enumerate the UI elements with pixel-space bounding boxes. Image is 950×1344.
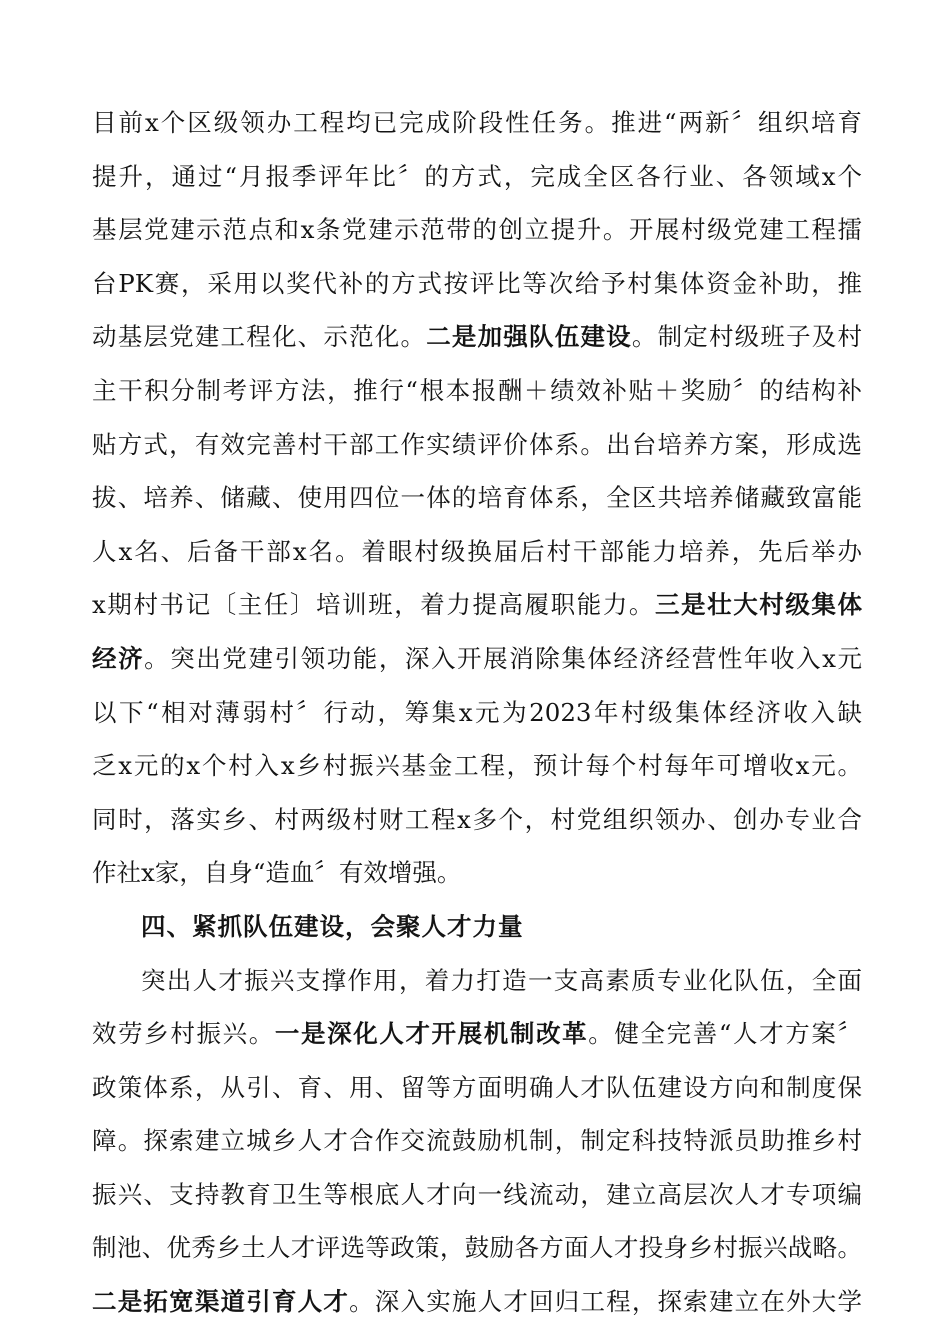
bold-subheading: 经济 [92, 643, 145, 673]
bold-subheading: 一是深化人才开展机制改革 [274, 1019, 589, 1049]
text-line: 乏x元的x个村入x乡村振兴基金工程，预计每个村每年可增收x元。 [92, 751, 862, 781]
text-line: 动基层党建工程化、示范化。二是加强队伍建设。制定村级班子及村 [92, 322, 862, 352]
text-line: 作社x家，自身“造血〞有效增强。 [92, 858, 462, 888]
text-line: 基层党建示范点和x条党建示范带的创立提升。开展村级党建工程擂 [92, 215, 862, 245]
bold-subheading: 二是拓宽渠道引育人才 [92, 1287, 350, 1317]
text-line: 经济。突出党建引领功能，深入开展消除集体经济经营性年收入x元 [92, 643, 862, 673]
text-line: 突出人才振兴支撑作用，着力打造一支高素质专业化队伍，全面 [141, 965, 862, 995]
text-line: 振兴、支持教育卫生等根底人才向一线流动，建立高层次人才专项编 [92, 1179, 862, 1209]
text-line: 贴方式，有效完善村干部工作实绩评价体系。出台培养方案，形成选 [92, 429, 862, 459]
bold-subheading: 二是加强队伍建设 [426, 322, 632, 352]
text-line: 提升，通过“月报季评年比〞的方式，完成全区各行业、各领域x个 [92, 161, 862, 191]
text-line: x期村书记〔主任〕培训班，着力提高履职能力。三是壮大村级集体 [92, 590, 862, 620]
text-line: 效劳乡村振兴。一是深化人才开展机制改革。健全完善“人才方案〞 [92, 1019, 862, 1049]
text-line: 台PK赛，采用以奖代补的方式按评比等次给予村集体资金补助，推 [92, 268, 862, 298]
bold-subheading: 三是壮大村级集体 [654, 590, 862, 620]
text-line: 政策体系，从引、育、用、留等方面明确人才队伍建设方向和制度保 [92, 1072, 862, 1102]
text-line: 以下“相对薄弱村〞行动，筹集x元为2023年村级集体经济收入缺 [92, 697, 862, 727]
text-line: 拔、培养、储藏、使用四位一体的培育体系，全区共培养储藏致富能 [92, 483, 862, 513]
document-body [92, 96, 862, 1329]
text-line: 主干积分制考评方法，推行“根本报酬＋绩效补贴＋奖励〞的结构补 [92, 375, 862, 405]
text-line: 同时，落实乡、村两级村财工程x多个，村党组织领办、创办专业合 [92, 804, 862, 834]
text-line: 障。探索建立城乡人才合作交流鼓励机制，制定科技特派员助推乡村 [92, 1126, 862, 1156]
text-line: 制池、优秀乡土人才评选等政策，鼓励各方面人才投身乡村振兴战略。 [92, 1233, 862, 1263]
text-line: 人x名、后备干部x名。着眼村级换届后村干部能力培养，先后举办 [92, 536, 862, 566]
section-heading: 四、紧抓队伍建设，会聚人才力量 [141, 911, 524, 941]
text-line: 目前x个区级领办工程均已完成阶段性任务。推进“两新〞组织培育 [92, 108, 862, 137]
text-line: 二是拓宽渠道引育人才。深入实施人才回归工程，探索建立在外大学 [92, 1287, 862, 1317]
